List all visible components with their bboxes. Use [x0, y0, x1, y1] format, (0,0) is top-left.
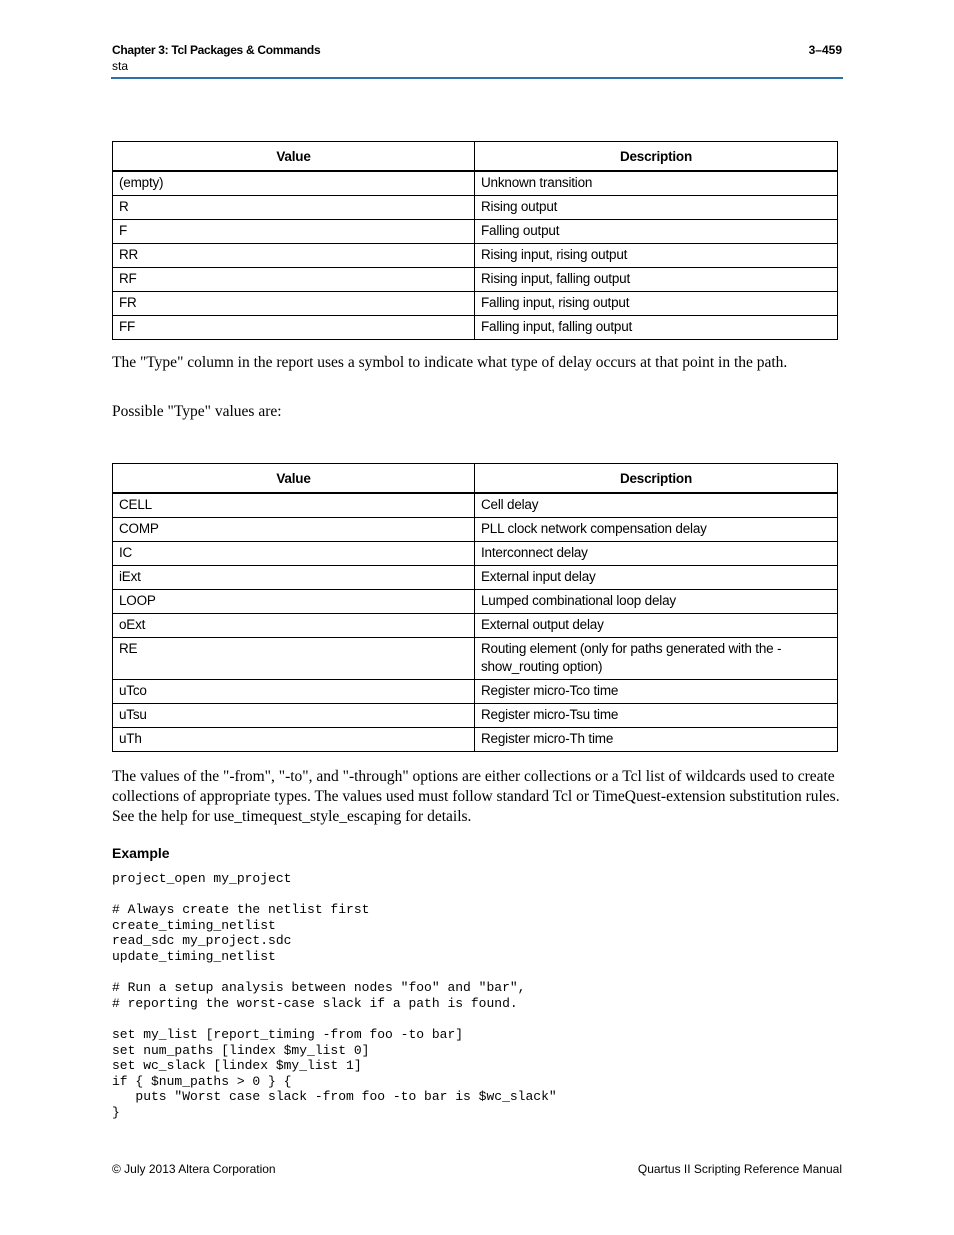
table-row [113, 292, 838, 316]
cell-value: RE [113, 638, 475, 680]
cell-value: oExt [113, 614, 475, 638]
cell-description: Falling input, falling output [475, 316, 838, 340]
cell-description: Interconnect delay [475, 542, 838, 566]
table-row [113, 518, 838, 542]
cell-description: Cell delay [475, 493, 838, 518]
cell-value: CELL [113, 493, 475, 518]
table-row [113, 220, 838, 244]
table-header-row [113, 464, 838, 494]
cell-description: Falling output [475, 220, 838, 244]
table-row [113, 728, 838, 752]
cell-value: FF [113, 316, 475, 340]
cell-description: Register micro-Tsu time [475, 704, 838, 728]
cell-value: iExt [113, 566, 475, 590]
cell-description: Falling input, rising output [475, 292, 838, 316]
type-values-table [112, 463, 838, 752]
table-row [113, 680, 838, 704]
transition-table [112, 141, 838, 340]
column-header-description: Description [475, 464, 838, 494]
column-header-value: Value [113, 142, 475, 172]
cell-description: Unknown transition [475, 171, 838, 196]
table-row [113, 638, 838, 680]
cell-value: F [113, 220, 475, 244]
cell-description: Lumped combinational loop delay [475, 590, 838, 614]
cell-value: IC [113, 542, 475, 566]
table-row [113, 542, 838, 566]
cell-value: uTsu [113, 704, 475, 728]
cell-description: Routing element (only for paths generated with the -show_routing option) [475, 638, 838, 680]
cell-description: Rising output [475, 196, 838, 220]
table-row [113, 268, 838, 292]
column-header-description: Description [475, 142, 838, 172]
cell-value: uTh [113, 728, 475, 752]
cell-description: PLL clock network compensation delay [475, 518, 838, 542]
table-row [113, 566, 838, 590]
table-row [113, 244, 838, 268]
column-header-value: Value [113, 464, 475, 494]
cell-description: Register micro-Tco time [475, 680, 838, 704]
cell-description: External output delay [475, 614, 838, 638]
cell-description: Rising input, rising output [475, 244, 838, 268]
options-paragraph: The values of the "-from", "-to", and "-through" options are either collections or a Tcl list of wildcards used to create collections of appropriate types. The values used must follow standard Tcl or TimeQuest-extension substitution rules. See the help for use_timequest_style_escaping for details. [112, 768, 840, 825]
section-name: sta [112, 59, 129, 73]
table-header-row [113, 142, 838, 172]
table-row [113, 704, 838, 728]
example-heading: Example [112, 845, 170, 861]
cell-value: R [113, 196, 475, 220]
type-column-paragraph: The "Type" column in the report uses a symbol to indicate what type of delay occurs at that point in the path. [112, 354, 788, 371]
cell-description: Register micro-Th time [475, 728, 838, 752]
example-code-block: project_open my_project # Always create the netlist first create_timing_netlist read_sdc my_project.sdc update_timing_netlist # Run a setup analysis between nodes "foo" and "bar", # reporting the worst-case slack if a path is found. set my_list [report_timing -from foo -to bar] set num_paths [lindex $my_list 0] set wc_slack [lindex $my_list 1] if { $num_paths > 0 } { puts "Worst case slack -from foo -to bar is $wc_slack" } [112, 871, 557, 1120]
header-rule [111, 77, 843, 79]
cell-value: LOOP [113, 590, 475, 614]
table-row [113, 316, 838, 340]
table-row [113, 171, 838, 196]
cell-description: External input delay [475, 566, 838, 590]
cell-value: (empty) [113, 171, 475, 196]
cell-value: FR [113, 292, 475, 316]
cell-value: uTco [113, 680, 475, 704]
cell-value: RF [113, 268, 475, 292]
table-row [113, 614, 838, 638]
cell-description: Rising input, falling output [475, 268, 838, 292]
table-row [113, 590, 838, 614]
page-number: 3–459 [808, 43, 842, 57]
chapter-title: Chapter 3: Tcl Packages & Commands [112, 43, 321, 57]
footer-manual-title: Quartus II Scripting Reference Manual [637, 1162, 842, 1176]
table-row [113, 196, 838, 220]
cell-value: COMP [113, 518, 475, 542]
table-row [113, 493, 838, 518]
footer-copyright: © July 2013 Altera Corporation [112, 1162, 276, 1176]
cell-value: RR [113, 244, 475, 268]
possible-values-paragraph: Possible "Type" values are: [112, 403, 282, 420]
